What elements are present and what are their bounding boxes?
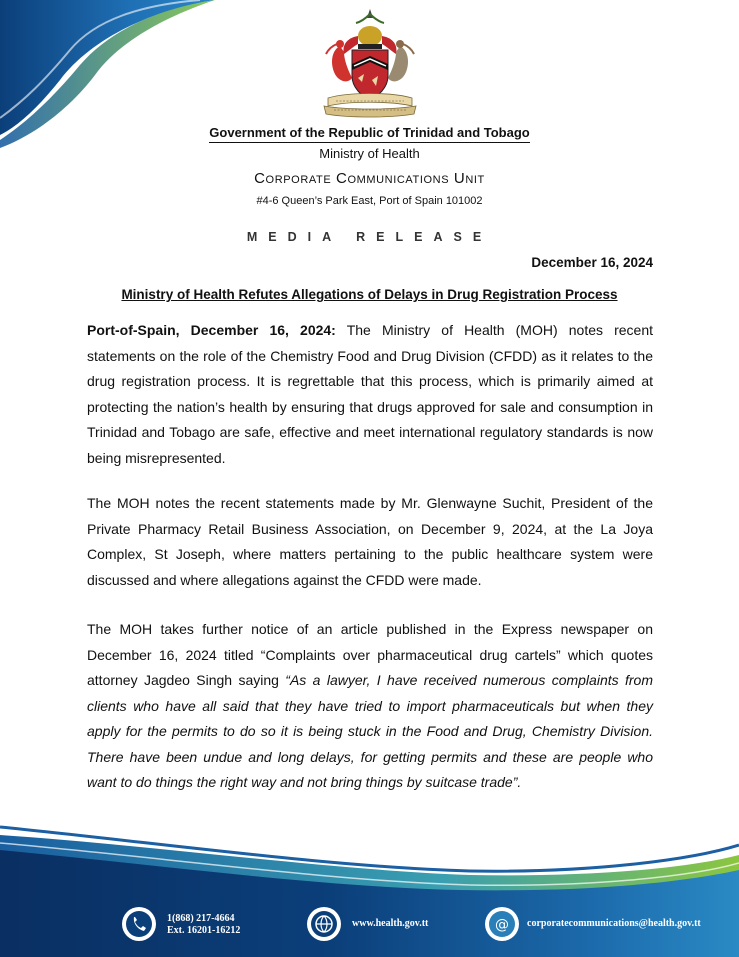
- paragraph-2: The MOH notes the recent statements made by Mr. Glenwayne Suchit, President of the Private Pharmacy Retail Business Association, on December 9, 2024, at the La Joya Complex, St Joseph, where matters pertaining to the public healthcare system were discussed and where allegations against the CFDD were made.: [87, 495, 653, 588]
- website-link[interactable]: www.health.gov.tt: [352, 918, 429, 929]
- phone-extension: Ext. 16201-16212: [167, 925, 241, 936]
- release-headline: Ministry of Health Refutes Allegations of Delays in Drug Registration Process: [121, 287, 618, 302]
- release-date: December 16, 2024: [531, 255, 653, 270]
- email-link[interactable]: corporatecommunications@health.gov.tt: [527, 918, 701, 929]
- paragraph-3: [87, 617, 653, 796]
- paragraph-1: [87, 318, 653, 471]
- dateline: Port-of-Spain, December 16, 2024:: [87, 322, 336, 338]
- paragraph-3-intro: The MOH takes further notice of an article published in the Express newspaper on December 16, 2024 titled “Complaints over pharmaceutical drug cartels” which quotes attorney Jagdeo Singh saying: [87, 621, 653, 688]
- svg-text:@: @: [495, 917, 509, 933]
- phone-contact: [167, 913, 240, 937]
- at-sign-icon: [485, 907, 519, 941]
- footer-band: [0, 815, 739, 957]
- ministry-name: Ministry of Health: [319, 146, 420, 161]
- media-release-label: MEDIA RELEASE: [246, 230, 493, 244]
- coat-of-arms-emblem: [318, 6, 422, 121]
- globe-icon: [307, 907, 341, 941]
- paragraph-1-body: The Ministry of Health (MOH) notes recent statements on the role of the Chemistry Food and Drug Division (CFDD) as it relates to the drug registration process. It is regrettable that this process, which is primarily aimed at protecting the nation’s health by ensuring that drugs approved for sale and consumption in Trinidad and Tobago are safe, effective and meet international regulatory standards is now being misrepresented.: [87, 322, 654, 466]
- unit-name: Corporate Communications Unit: [254, 170, 485, 187]
- phone-number: 1(868) 217-4664: [167, 913, 235, 924]
- quoted-statement: “As a lawyer, I have received numerous complaints from clients who have all said that they have tried to import pharmaceuticals but when they apply for the permits to do so it is being stuck in the Food and Drug, Chemistry Division. There have been undue and long delays, for getting permits and these are people who want to do things the right way and not bring things by suitcase trade”.: [87, 672, 653, 790]
- government-title: Government of the Republic of Trinidad and Tobago: [0, 125, 739, 140]
- unit-address: #4-6 Queen’s Park East, Port of Spain 101002: [256, 195, 483, 207]
- phone-icon: [122, 907, 156, 941]
